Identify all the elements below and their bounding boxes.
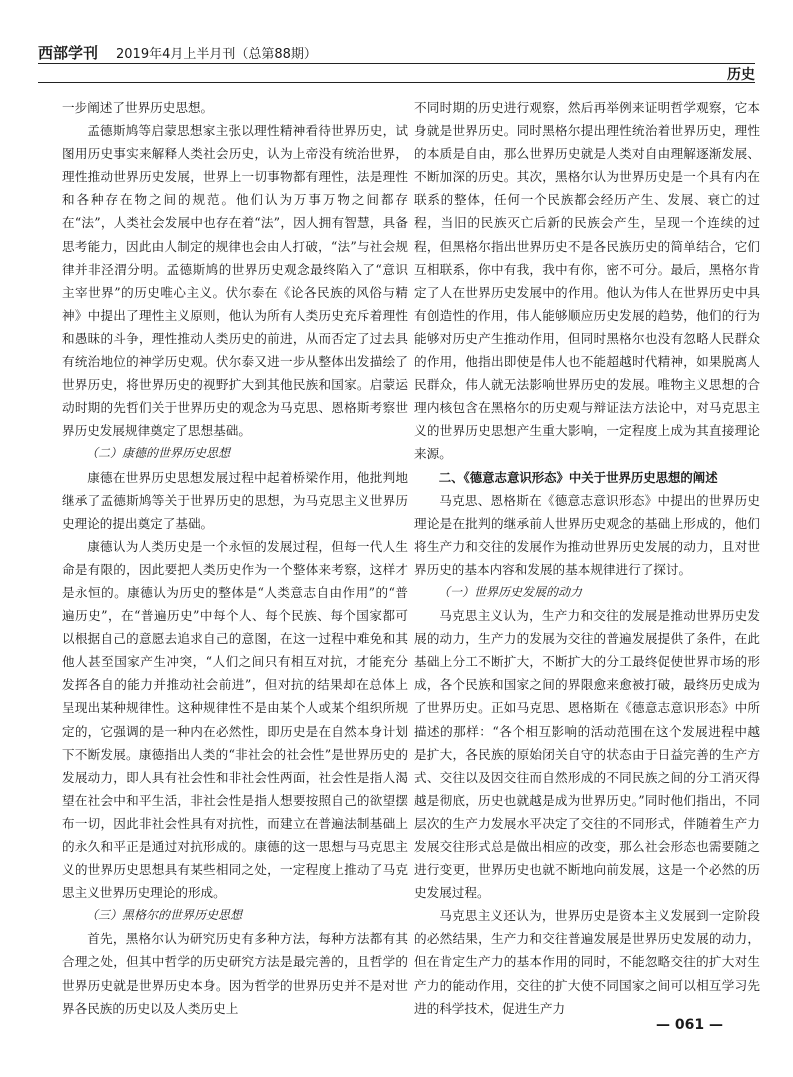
header-rule: [38, 63, 755, 64]
journal-masthead: 西部学刊: [38, 44, 99, 62]
paragraph: 康德认为人类历史是一个永恒的发展过程，但每一代人生命是有限的，因此要把人类历史作为一个整体来考察，这样才是永恒的。康德认为历史的整体是“人类意志自由作用”的“普遍历史”，在“普遍历史”中每个人、每个民族、每个国家都可以根据自己的意愿去追求自己的意图，在这一过程中难免和其他人甚至国家产生冲突，“人们之间只有相互对抗，才能充分发挥各自的能力并推动社会前进”，但对抗的结果却在总体上呈现出某种规律性。这种规律性不是由某个人或某个组织所规定的，它强调的是一种内在必然性，即历史是在自然本身计划下不断发展。康德指出人类的“非社会的社会性”是世界历史的发展动力，即人具有社会性和非社会性两面，社会性是指人渴望在社会中和平生活，非社会性是指人想要按照自己的欲望摆布一切，因此非社会性具有对抗性，而建立在普遍法制基础上的永久和平正是通过对抗形成的。康德的这一思想与马克思主义的世界历史思想具有某些相同之处，一定程度上推动了马克思主义世界历史理论的形成。: [62, 538, 408, 901]
page-number: — 061 —: [656, 1017, 723, 1033]
page-header: [38, 34, 755, 84]
paragraph: 不同时期的历史进行观察，然后再举例来证明哲学观察，它本身就是世界历史。同时黑格尔提出理性统治着世界历史，理性的本质是自由，那么世界历史就是人类对自由理解逐渐发展、不断加深的历史。其次，黑格尔认为世界历史是一个具有内在联系的整体，任何一个民族都会经历产生、发展、衰亡的过程，当旧的民族灭亡后新的民族会产生，呈现一个连续的过程，但黑格尔指出世界历史不是各民族历史的简单结合，它们互相联系，你中有我，我中有你，密不可分。最后，黑格尔肯定了人在世界历史发展中的作用。他认为伟人在世界历史中具有创造性的作用，伟人能够顺应历史发展的趋势，他们的行为能够对历史产生推动作用，但同时黑格尔也没有忽略人民群众的作用，他指出即使是伟人也不能超越时代精神，如果脱离人民群众，伟人就无法影响世界历史的发展。唯物主义思想的合理内核包含在黑格尔的历史观与辩证法方法论中，对马克思主义的世界历史思想产生重大影响，一定程度上成为其直接理论来源。: [414, 100, 760, 462]
subsection-heading: （三）黑格尔的世界历史思想: [86, 908, 243, 923]
paragraph: 孟德斯鸠等启蒙思想家主张以理性精神看待世界历史，试图用历史事实来解释人类社会历史，认为上帝没有统治世界，理性推动世界历史发展，世界上一切事物都有理性，法是理性和各种存在物之间的规范。他们认为万事万物之间都存在“法”，人类社会发展中也存在着“法”，因人拥有智慧，具备思考能力，因此由人制定的规律也会由人打破，“法”与社会规律并非泾渭分明。孟德斯鸠的世界历史观念最终陷入了“意识主宰世界”的历史唯心主义。伏尔泰在《论各民族的风俗与精神》中提出了理性主义原则，他认为所有人类历史充斥着理性和愚昧的斗争，理性推动人类历史的前进，从而否定了过去具有统治地位的神学历史观。伏尔泰又进一步从整体出发描绘了世界历史，将世界历史的视野扩大到其他民族和国家。启蒙运动时期的先哲们关于世界历史的观念为马克思、恩格斯考察世界历史发展规律奠定了思想基础。: [62, 123, 408, 439]
paragraph: 康德在世界历史思想发展过程中起着桥梁作用，他批判地继承了孟德斯鸠等关于世界历史的思想，为马克思主义世界历史理论的提出奠定了基础。: [62, 469, 408, 531]
section-heading: 二、《德意志意识形态》中关于世界历史思想的阐述: [438, 469, 718, 485]
paragraph: 马克思主义还认为，世界历史是资本主义发展到一定阶段的必然结果，生产力和交往普遍发展是世界历史发展的动力，但在肯定生产力的基本作用的同时，不能忽略交往的扩大对生产力的能动作用，交往的扩大使不同国家之间可以相互学习先进的科学技术，促进生产力: [414, 908, 760, 1016]
subsection-heading: （一）世界历史发展的动力: [438, 584, 583, 599]
paragraph: 一步阐述了世界历史思想。: [62, 100, 214, 115]
paragraph: 首先，黑格尔认为研究历史有多种方法，每种方法都有其合理之处，但其中哲学的历史研究方法是最完善的，且哲学的世界历史就是世界历史本身。因为哲学的世界历史并不是对世界各民族的历史以及人类历史上: [62, 931, 408, 1016]
subsection-heading: （二）康德的世界历史思想: [86, 446, 231, 461]
right-column: [414, 96, 760, 1020]
issue-info: 2019年4月上半月刊（总第88期）: [116, 47, 317, 62]
paragraph: 马克思、恩格斯在《德意志意识形态》中提出的世界历史理论是在批判的继承前人世界历史观念的基础上形成的，他们将生产力和交往的发展作为推动世界历史发展的动力，且对世界历史的基本内容和发展的基本规律进行了探讨。: [414, 492, 760, 577]
paragraph: 马克思主义认为，生产力和交往的发展是推动世界历史发展的动力，生产力的发展为交往的普遍发展提供了条件，在此基础上分工不断扩大，不断扩大的分工最终促使世界市场的形成，各个民族和国家之间的界限愈来愈被打破，最终历史成为了世界历史。正如马克思、恩格斯在《德意志意识形态》中所描述的那样：“各个相互影响的活动范围在这个发展进程中越是扩大，各民族的原始闭关自守的状态由于日益完善的生产方式、交往以及因交往而自然形成的不同民族之间的分工消灭得越是彻底，历史也就越是成为世界历史。”同时他们指出，不同层次的生产力发展水平决定了交往的不同形式，伴随着生产力发展交往形式总是做出相应的改变，那么社会形态也需要随之进行变更，世界历史也就不断地向前发展，这是一个必然的历史发展过程。: [414, 608, 760, 901]
left-column: [62, 96, 408, 1020]
header-rule-bottom: [38, 82, 755, 83]
section-label: 历史: [727, 67, 755, 83]
